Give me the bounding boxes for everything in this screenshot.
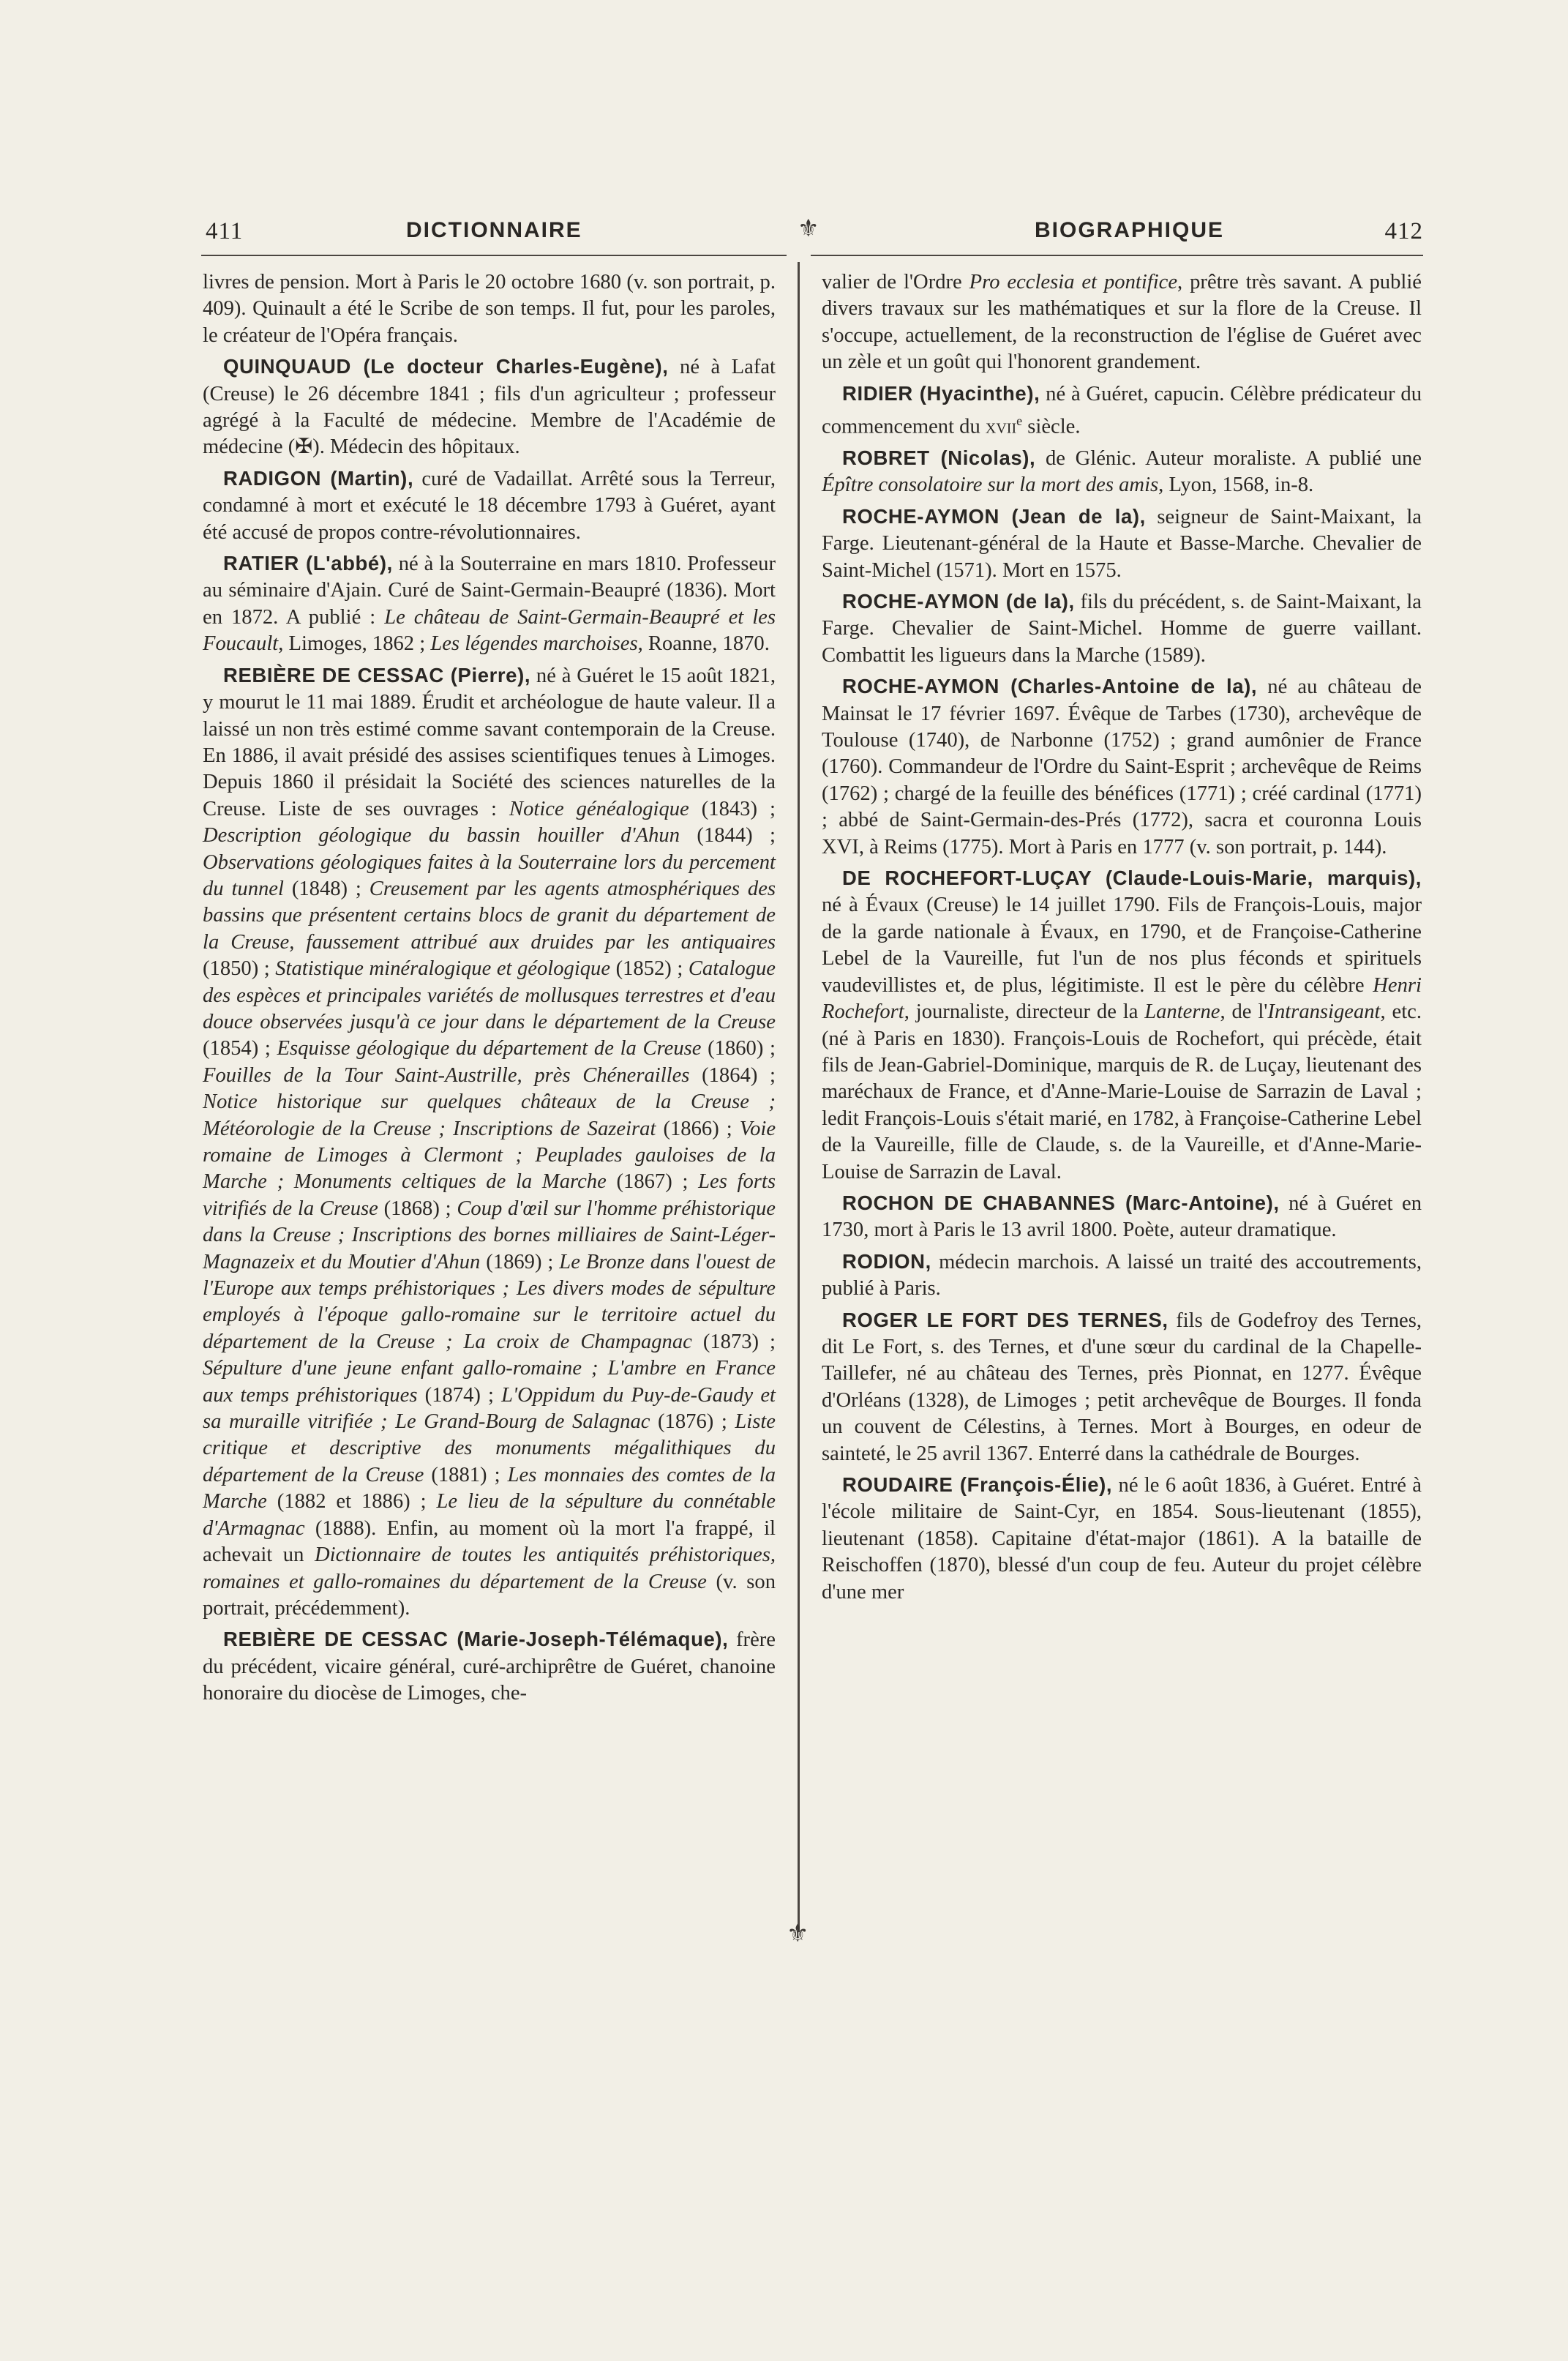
entry-text: frère du précédent, vicaire général, curé-archiprêtre de Guéret, chanoine honoraire du diocèse de Limoges, che- <box>203 1628 776 1705</box>
entry-text: (1881) ; <box>424 1463 508 1486</box>
entry-text: (1866) ; <box>656 1117 740 1140</box>
italic-title-text: Observations géologiques faites à la Souterraine lors du percement du tunnel <box>203 850 776 900</box>
entry-text: , Roanne, 1870. <box>637 632 770 656</box>
italic-title-text: Les forts vitrifiés de la Creuse <box>203 1170 776 1220</box>
entry-text: (v. son portrait, précédemment). <box>203 1570 776 1620</box>
entry-robret <box>822 445 1422 499</box>
italic-title-text: Dictionnaire de toutes les antiquités préhistoriques, romaines et gallo-romaines du département de la Creuse <box>203 1544 776 1593</box>
entry-rebiere-de-cessac-pierre <box>203 662 776 1623</box>
entry-headword: ROCHE-AYMON (Jean de la), <box>842 504 1146 528</box>
italic-title-text: Notice historique sur quelques châteaux de la Creuse ; Météorologie de la Creuse ; Inscriptions de Sazeirat <box>203 1090 776 1140</box>
italic-title-text: Intransigeant <box>1267 1000 1381 1024</box>
entry-headword: ROGER LE FORT DES TERNES, <box>842 1308 1169 1331</box>
entry-text: né au château de Mainsat le 17 février 1697. Évêque de Tarbes (1730), archevêque de Toulouse (1740), de Narbonne (1752) ; grand aumônier de France (1760). Commandeur de l'Ordre du Saint-Esprit ; archevêque de Reims (1762) ; chargé de la feuille des bénéfices (1771) ; créé cardinal (1771) ; abbé de Saint-Germain-des-Prés (1772), sacra et couronna Louis XVI, à Reims (1775). Mort à Paris en 1777 (v. son portrait, p. 144). <box>822 676 1422 858</box>
entry-text: (1882 et 1886) ; <box>266 1490 437 1513</box>
entry-roger-le-fort-des-ternes <box>822 1307 1422 1467</box>
page-number-left: 411 <box>206 218 244 244</box>
italic-title-text: Lanterne <box>1144 1000 1220 1024</box>
entry-text: , etc. (né à Paris en 1830). François-Louis de Rochefort, qui précède, était fils de Jean-Gabriel-Dominique, marquis de R. de Luçay, lieutenant des maréchaux de France, et d'Anne-Marie-Louise de Sarrazin de Laval ; ledit François-Louis s'était marié, en 1782, à Françoise-Catherine Lebel de la Vaureille, fille de Claude, s. de la Vaureille, et d'Anne-Marie-Louise de Sarrazin de Laval. <box>822 1000 1422 1183</box>
entry-text: fils du précédent, s. de Saint-Maixant, la Farge. Chevalier de Saint-Michel. Homme de guerre vaillant. Combattit les ligueurs dans la Marche (1589). <box>822 591 1422 667</box>
entry-text: curé de Vadaillat. Arrêté sous la Terreur, condamné à mort et exécuté le 18 décembre 1793 à Guéret, ayant été accusé de propos contre-révolutionnaires. <box>203 467 776 544</box>
italic-title-text: Le château de Saint-Germain-Beaupré et les Foucault <box>203 605 776 656</box>
entry-text: siècle. <box>1022 415 1081 438</box>
entry-rebiere-continued <box>822 269 1422 376</box>
entry-text: (1843) ; <box>689 797 776 820</box>
entry-ratier <box>203 550 776 658</box>
entry-text: (1854) ; <box>203 1037 277 1060</box>
italic-title-text: L'Oppidum du Puy-de-Gaudy et sa muraille vitrifiée ; Le Grand-Bourg de Salagnac <box>203 1383 776 1434</box>
entry-text: (1864) ; <box>689 1063 776 1087</box>
entry-headword: ROUDAIRE (François-Élie), <box>842 1473 1113 1496</box>
italic-title-text: Sépulture d'une jeune enfant gallo-romaine ; L'ambre en France aux temps préhistoriques <box>203 1357 776 1407</box>
entry-text: (1869) ; <box>480 1250 560 1273</box>
entry-text: , Limoges, 1862 ; <box>278 632 431 656</box>
entry-rodion <box>822 1249 1422 1303</box>
entry-text: (1852) ; <box>610 957 689 981</box>
entry-text: (1868) ; <box>378 1197 457 1220</box>
entry-text: né à Guéret le 15 août 1821, y mourut le 11 mai 1889. Érudit et archéologue de haute valeur. Il a laissé un non très estimé comme savant contemporain de la Creuse. En 1886, il avait présidé des assises scientifiques tenues à Limoges. Depuis 1860 il présidait la Société des sciences naturelles de la Creuse. Liste de ses ouvrages : <box>203 664 776 820</box>
italic-title-text: Description géologique du bassin houiller d'Ahun <box>203 824 680 848</box>
entry-text: (1850) ; <box>203 957 276 981</box>
entry-ridier <box>822 381 1422 441</box>
entry-text: né à Guéret en 1730, mort à Paris le 13 avril 1800. Poète, auteur dramatique. <box>822 1191 1422 1242</box>
italic-title-text: Esquisse géologique du département de la Creuse <box>277 1037 702 1060</box>
entry-roche-aymon-charles-antoine <box>822 673 1422 861</box>
italic-title-text: Catalogue des espèces et principales variétés de mollusques terrestres et d'eau douce observées jusqu'à ce jour dans le département de la Creuse <box>203 957 776 1033</box>
entry-text: né à Évaux (Creuse) le 14 juillet 1790. Fils de François-Louis, major de la garde nationale à Évaux, en 1790, et de Françoise-Catherine Lebel de la Vaureille, fut l'un de nos plus féconds et spirituels vaudevillistes et, de plus, légitimiste. Il est le père du célèbre <box>822 894 1422 997</box>
entry-headword: ROBRET (Nicolas), <box>842 446 1036 469</box>
italic-title-text: Notice généalogique <box>509 797 689 820</box>
entry-text: , journaliste, directeur de la <box>904 1000 1145 1024</box>
entry-headword: RATIER (L'abbé), <box>223 552 393 575</box>
header-rule-left <box>201 255 787 256</box>
entry-text: (1860) ; <box>701 1037 776 1060</box>
italic-title-text: Le lieu de la sépulture du connétable d'Armagnac <box>203 1490 776 1540</box>
entry-text: , de l' <box>1220 1000 1268 1024</box>
entry-text: (1876) ; <box>650 1410 735 1434</box>
left-column <box>203 269 776 1712</box>
entry-text: (1844) ; <box>680 824 776 848</box>
entry-radigon <box>203 465 776 546</box>
entry-headword: DE ROCHEFORT-LUÇAY (Claude-Louis-Marie, marquis), <box>842 867 1422 890</box>
entry-text: valier de l'Ordre <box>822 271 969 293</box>
entry-headword: RODION, <box>842 1249 931 1273</box>
entry-text: (1873) ; <box>691 1330 776 1353</box>
italic-title-text: Liste critique et descriptive des monuments mégalithiques du département de la Creuse <box>203 1410 776 1486</box>
entry-headword: QUINQUAUD (Le docteur Charles-Eugène), <box>223 355 669 378</box>
fleur-de-lis-bottom-icon: ⚜ <box>787 1920 809 1947</box>
entry-text: né à la Souterraine en mars 1810. Professeur au séminaire d'Ajain. Curé de Saint-Germain-Beaupré (1836). Mort en 1872. A publié : <box>203 553 776 629</box>
italic-title-text: Les légendes marchoises <box>430 632 638 656</box>
entry-text: , prêtre très savant. A publié divers travaux sur les mathématiques et sur la flore de la Creuse. Il s'occupe, actuellement, de la reconstruction de l'église de Guéret avec un zèle et un goût qui l'honorent grandement. <box>822 271 1422 374</box>
entry-text: né le 6 août 1836, à Guéret. Entré à l'école militaire de Saint-Cyr, en 1854. Sous-lieutenant (1855), lieutenant (1858). Capitaine d'état-major (1861). A la bataille de Reischoffen (1870), blessé d'un coup de feu. Auteur du projet célèbre d'une mer <box>822 1474 1422 1604</box>
entry-rochon-de-chabannes <box>822 1190 1422 1244</box>
entry-rochefort-lucay <box>822 865 1422 1186</box>
entry-text: médecin marchois. A laissé un traité des accoutrements, publié à Paris. <box>822 1250 1422 1301</box>
header-rule-right <box>811 255 1423 256</box>
fleur-de-lis-icon: ⚜ <box>798 216 820 242</box>
italic-title-text: Les monnaies des comtes de la Marche <box>203 1463 776 1513</box>
right-column <box>822 269 1422 1610</box>
entry-quinquaud <box>203 353 776 461</box>
entry-quinault-continued <box>203 269 776 349</box>
entry-headword: RADIGON (Martin), <box>223 466 414 490</box>
italic-title-text: Épître consolatoire sur la mort des amis <box>822 474 1159 497</box>
column-separator <box>798 262 800 1932</box>
italic-title-text: Le Bronze dans l'ouest de l'Europe aux temps préhistoriques ; Les divers modes de sépulture employés à l'époque gallo-romaine sur le territoire actuel du département de la Creuse ; La croix de Champagnac <box>203 1250 776 1353</box>
entry-text: né à Lafat (Creuse) le 26 décembre 1841 ; fils d'un agriculteur ; professeur agrégé à la Faculté de médecine. Membre de l'Académie de médecine (✠). Médecin des hôpitaux. <box>203 356 776 459</box>
entry-text: (1867) ; <box>606 1170 699 1194</box>
entry-headword: ROCHE-AYMON (de la), <box>842 590 1075 613</box>
italic-title-text: Coup d'œil sur l'homme préhistorique dans la Creuse ; Inscriptions des bornes milliaires de Saint-Léger-Magnazeix et du Moutier d'Ahun <box>203 1197 776 1273</box>
entry-rebiere-de-cessac-marie-joseph <box>203 1626 776 1707</box>
entry-text: (1874) ; <box>417 1383 502 1407</box>
entry-text: fils de Godefroy des Ternes, dit Le Fort, s. des Ternes, et d'une sœur du cardinal de la Chapelle-Taillefer, né au château des Ternes, près Pionnat, en 1277. Évêque d'Orléans (1328), de Limoges ; petit archevêque de Bourges. Il fonda un couvent de Célestins, à Ternes. Mort à Bourges, en odeur de sainteté, le 25 avril 1367. Enterré dans la cathédrale de Bourges. <box>822 1309 1422 1465</box>
entry-roche-aymon-de-la <box>822 588 1422 669</box>
running-title-left: DICTIONNAIRE <box>406 218 582 242</box>
running-title-right: BIOGRAPHIQUE <box>1035 218 1225 242</box>
italic-title-text: Voie romaine de Limoges à Clermont ; Peuplades gauloises de la Marche ; Monuments celtiques de la Marche <box>203 1117 776 1194</box>
entry-text: livres de pension. Mort à Paris le 20 octobre 1680 (v. son portrait, p. 409). Quinault a été le Scribe de son temps. Il fut, pour les paroles, le créateur de l'Opéra français. <box>203 271 776 347</box>
entry-headword: REBIÈRE DE CESSAC (Marie-Joseph-Télémaque), <box>223 1628 729 1651</box>
entry-text: seigneur de Saint-Maixant, la Farge. Lieutenant-général de la Haute et Basse-Marche. Chevalier de Saint-Michel (1571). Mort en 1575. <box>822 505 1422 582</box>
entry-text: (1888). Enfin, au moment où la mort l'a frappé, il achevait un <box>203 1516 776 1567</box>
italic-title-text: Creusement par les agents atmosphériques des bassins que présentent certains blocs de granit du département de la Creuse, faussement attribué aux druides par les antiquaires <box>203 877 776 954</box>
entry-text: (1848) ; <box>283 877 370 900</box>
italic-title-text: Fouilles de la Tour Saint-Austrille, près Chénerailles <box>203 1063 690 1087</box>
italic-title-text: Statistique minéralogique et géologique <box>275 957 611 981</box>
entry-text: , Lyon, 1568, in-8. <box>1158 474 1314 497</box>
entry-headword: ROCHON DE CHABANNES (Marc-Antoine), <box>842 1191 1280 1214</box>
entry-roche-aymon-jean <box>822 504 1422 584</box>
entry-headword: ROCHE-AYMON (Charles-Antoine de la), <box>842 675 1258 698</box>
entry-headword: REBIÈRE DE CESSAC (Pierre), <box>223 663 531 686</box>
entry-text: e <box>1016 414 1023 429</box>
entry-text: né à Guéret, capucin. Célèbre prédicateur du commencement du <box>822 382 1422 438</box>
italic-title-text: Henri Rochefort <box>822 973 1422 1024</box>
page-number-right: 412 <box>1384 218 1423 244</box>
entry-roudaire <box>822 1472 1422 1606</box>
italic-title-text: Pro ecclesia et pontifice <box>969 271 1178 293</box>
entry-text: de Glénic. Auteur moraliste. A publié une <box>1035 446 1422 470</box>
entry-headword: RIDIER (Hyacinthe), <box>842 381 1040 405</box>
entry-text: xvii <box>985 415 1017 438</box>
